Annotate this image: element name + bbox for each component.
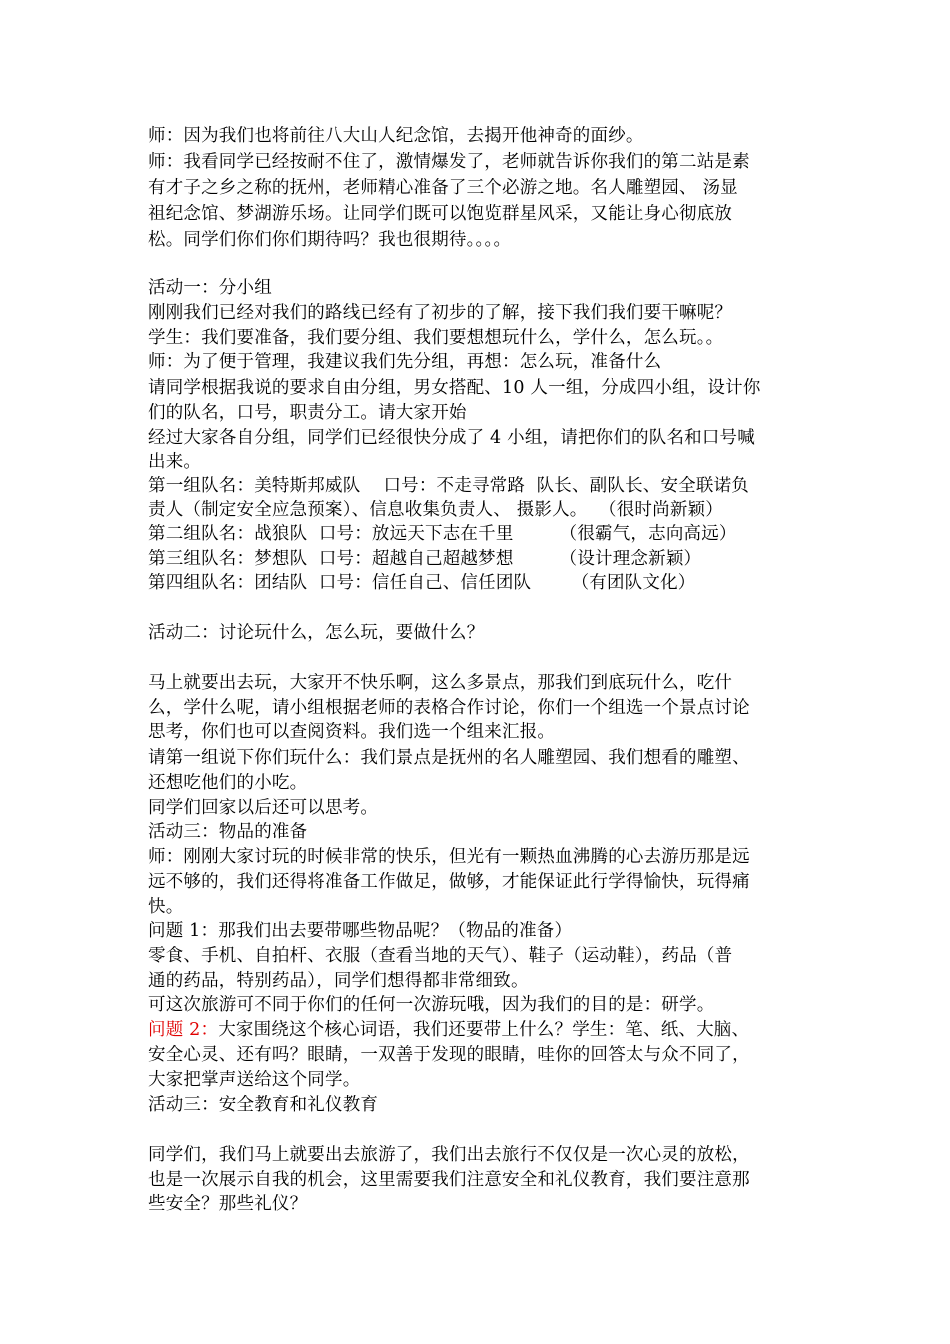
text-line: 有才子之乡之称的抚州，老师精心准备了三个必游之地。名人雕塑园、 汤显 bbox=[148, 178, 738, 198]
question-2-label: 问题 2： bbox=[148, 1020, 219, 1040]
text-line: 学生：我们要准备，我们要分组、我们要想想玩什么，学什么，怎么玩。。 bbox=[148, 328, 724, 348]
text-line: 同学们回家以后还可以思考。 bbox=[148, 798, 379, 818]
text-line: 刚刚我们已经对我们的路线已经有了初步的了解，接下我们我们要干嘛呢？ bbox=[148, 303, 733, 323]
text-line: 快。 bbox=[148, 897, 184, 917]
text-line: 也是一次展示自我的机会，这里需要我们注意安全和礼仪教育，我们要注意那 bbox=[148, 1170, 750, 1190]
text-line: 远不够的，我们还得将准备工作做足，做够，才能保证此行学得愉快，玩得痛 bbox=[148, 872, 750, 892]
text-line: 请第一组说下你们玩什么：我们景点是抚州的名人雕塑园、我们想看的雕塑、 bbox=[148, 748, 750, 768]
text-line: 还想吃他们的小吃。 bbox=[148, 773, 308, 793]
text-line: 思考，你们也可以查阅资料。我们选一个组来汇报。 bbox=[148, 722, 556, 742]
text-line: 松。同学们你们你们期待吗？我也很期待。。。。 bbox=[148, 230, 512, 250]
text-line: 祖纪念馆、梦湖游乐场。让同学们既可以饱览群星风采，又能让身心彻底放 bbox=[148, 204, 733, 224]
text-line: 们的队名，口号，职责分工。请大家开始 bbox=[148, 403, 467, 423]
text-line: 师：刚刚大家讨玩的时候非常的快乐，但光有一颗热血沸腾的心去游历那是远 bbox=[148, 847, 750, 867]
text-line: 马上就要出去玩，大家开不快乐啊，这么多景点，那我们到底玩什么，吃什 bbox=[148, 673, 733, 693]
text-line: 师：因为我们也将前往八大山人纪念馆，去揭开他神奇的面纱。 bbox=[148, 126, 644, 146]
section-heading: 活动一：分小组 bbox=[148, 278, 272, 298]
team-line: 责人（制定安全应急预案）、信息收集负责人、 摄影人。 （很时尚新颖） bbox=[148, 500, 723, 520]
team-line: 第四组队名：团结队 口号：信任自己、信任团队 （有团队文化） bbox=[148, 573, 696, 593]
section-heading: 活动三：安全教育和礼仪教育 bbox=[148, 1095, 379, 1115]
section-heading: 活动二：讨论玩什么，怎么玩，要做什么？ bbox=[148, 623, 485, 643]
question-line bbox=[148, 1018, 808, 1042]
text-line: 师：我看同学已经按耐不住了，激情爆发了，老师就告诉你我们的第二站是素 bbox=[148, 152, 750, 172]
text-line: 通的药品，特别药品），同学们想得都非常细致。 bbox=[148, 971, 529, 991]
text-line: 师：为了便于管理，我建议我们先分组，再想：怎么玩，准备什么 bbox=[148, 352, 662, 372]
team-line: 第一组队名：美特斯邦威队 口号：不走寻常路 队长、副队长、安全联诺负 bbox=[148, 476, 749, 496]
team-line: 第三组队名：梦想队 口号：超越自己超越梦想 （设计理念新颖） bbox=[148, 549, 702, 569]
team-line: 第二组队名：战狼队 口号：放远天下志在千里 （很霸气，志向高远） bbox=[148, 524, 737, 544]
text-line: 出来。 bbox=[148, 452, 202, 472]
question-line: 问题 1：那我们出去要带哪些物品呢？（物品的准备） bbox=[148, 921, 573, 941]
text-line: 同学们，我们马上就要出去旅游了，我们出去旅行不仅仅是一次心灵的放松， bbox=[148, 1145, 750, 1165]
text-line: 经过大家各自分组，同学们已经很快分成了 4 小组，请把你们的队名和口号喊 bbox=[148, 428, 755, 448]
text-line: 安全心灵、还有吗？眼睛，一双善于发现的眼睛，哇你的回答太与众不同了， bbox=[148, 1045, 750, 1065]
question-2-text: 大家围绕这个核心词语，我们还要带上什么？学生：笔、纸、大脑、 bbox=[218, 1020, 750, 1040]
text-line: 零食、手机、自拍杆、衣服（查看当地的天气）、鞋子（运动鞋），药品（普 bbox=[148, 946, 733, 966]
text-line: 请同学根据我说的要求自由分组，男女搭配、10 人一组，分成四小组，设计你 bbox=[148, 378, 761, 398]
text-line: 么，学什么呢，请小组根据老师的表格合作讨论，你们一个组选一个景点讨论 bbox=[148, 698, 750, 718]
section-heading: 活动三：物品的准备 bbox=[148, 822, 308, 842]
text-line: 大家把掌声送给这个同学。 bbox=[148, 1070, 361, 1090]
text-line: 可这次旅游可不同于你们的任何一次游玩哦，因为我们的目的是：研学。 bbox=[148, 995, 715, 1015]
text-line: 些安全？那些礼仪？ bbox=[148, 1194, 308, 1214]
